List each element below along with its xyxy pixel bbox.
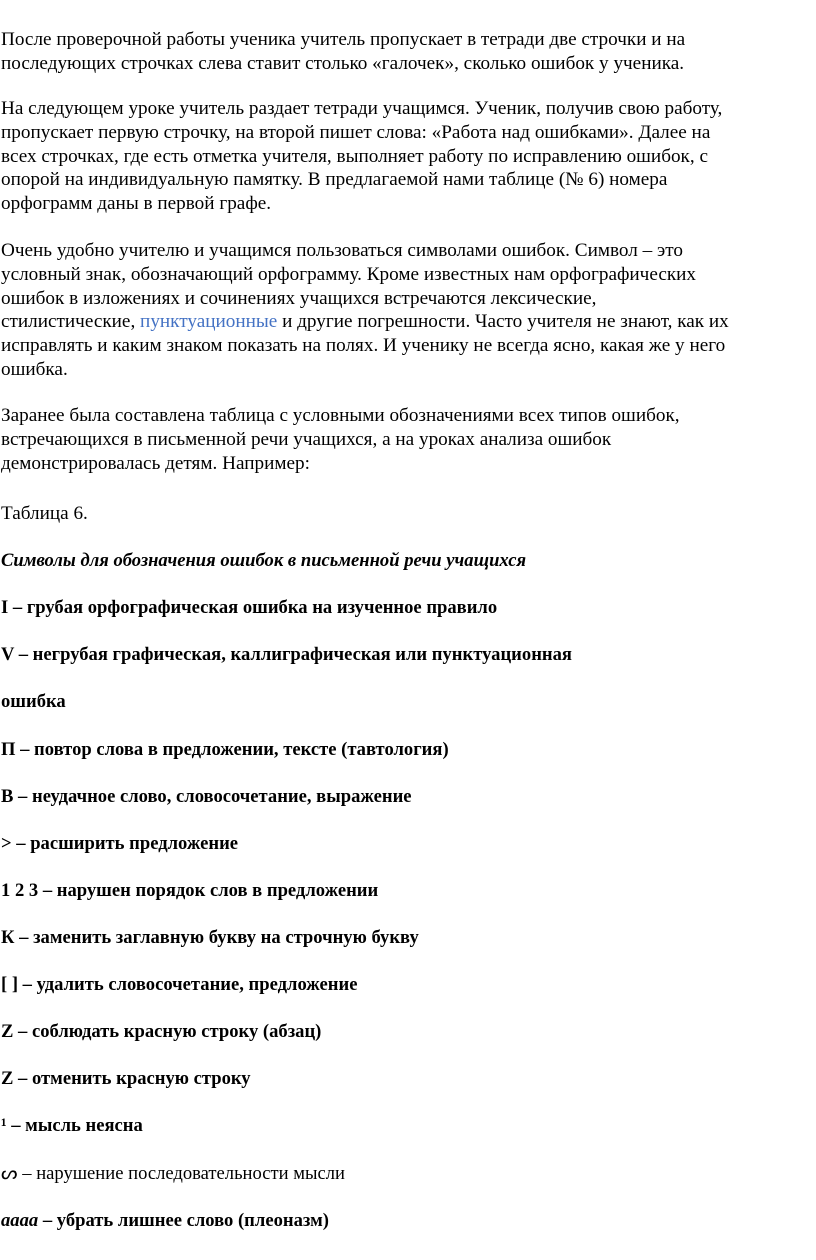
paragraph-4 (1, 404, 809, 475)
symbol-description: – убрать лишнее слово (плеоназм) (38, 1210, 329, 1231)
punctuation-link[interactable]: пунктуационные (140, 311, 278, 333)
text-line: всех строчках, где есть отметка учителя, выполняет работу по исправлению ошибок, с (1, 145, 708, 167)
symbol-description: – нарушение последовательности мысли (17, 1163, 345, 1184)
text-line: пропускает первую строчку, на второй пишет слова: «Работа над ошибками». Далее на (1, 121, 711, 143)
text-line (1, 310, 809, 334)
symbol-row: В – неудачное слово, словосочетание, выражение (1, 786, 412, 807)
text-line: последующих строчках слева ставит столько «галочек», сколько ошибок у ученика. (1, 52, 685, 74)
paragraph-3 (1, 239, 809, 382)
symbol-row: V – негрубая графическая, каллиграфическая или пунктуационная (1, 644, 572, 665)
text-line: орфограмм даны в первой графе. (1, 193, 272, 215)
text-line: Заранее была составлена таблица с условными обозначениями всех типов ошибок, (1, 405, 680, 426)
symbol-row: I – грубая орфографическая ошибка на изученное правило (1, 597, 498, 618)
text-line: Очень удобно учителю и учащимся пользоваться символами ошибок. Символ – это (1, 240, 683, 261)
symbol-row: > – расширить предложение (1, 833, 239, 854)
text-line: исправлять и каким знаком показать на полях. И ученику не всегда ясно, какая же у него (1, 335, 726, 357)
symbol-row: К – заменить заглавную букву на строчную букву (1, 927, 419, 948)
table-caption: Таблица 6. (1, 503, 88, 524)
symbol-row: Z – отменить красную строку (1, 1068, 251, 1089)
symbol-row: ¹ – мысль неясна (1, 1115, 143, 1136)
table-title: Символы для обозначения ошибок в письменной речи учащихся (1, 550, 527, 571)
symbol-row (1, 1163, 345, 1185)
symbol-row: П – повтор слова в предложении, тексте (тавтология) (1, 739, 449, 760)
text-line: опорой на индивидуальную памятку. В предлагаемой нами таблице (№ 6) номера (1, 169, 668, 191)
text-line: На следующем уроке учитель раздает тетради учащимся. Ученик, получив свою работу, (1, 98, 723, 119)
text-line: ошибок в изложениях и сочинениях учащихся встречаются лексические, (1, 287, 597, 309)
pleonasm-symbol: аааа (1, 1210, 39, 1231)
text-line: ошибка. (1, 358, 68, 380)
text-line: встречающихся в письменной речи учащихся, а на уроках анализа ошибок (1, 428, 612, 450)
text-line: условный знак, обозначающий орфограмму. Кроме известных нам орфографических (1, 263, 697, 285)
text-segment: и другие погрешности. Часто учителя не знают, как их (277, 311, 729, 333)
text-line: демонстрировалась детям. Например: (1, 452, 310, 474)
paragraph-1 (1, 28, 809, 76)
symbol-row: Z – соблюдать красную строку (абзац) (1, 1021, 322, 1042)
symbol-row (1, 1210, 329, 1232)
text-segment: стилистические, (1, 311, 141, 333)
sequence-symbol-icon: ᔕ (1, 1163, 18, 1184)
symbol-row: ошибка (1, 691, 66, 712)
text-line: После проверочной работы ученика учитель пропускает в тетради две строчки и на (1, 29, 686, 50)
symbol-row: 1 2 3 – нарушен порядок слов в предложении (1, 880, 379, 901)
symbol-row: [ ] – удалить словосочетание, предложение (1, 974, 358, 995)
paragraph-2 (1, 97, 809, 216)
